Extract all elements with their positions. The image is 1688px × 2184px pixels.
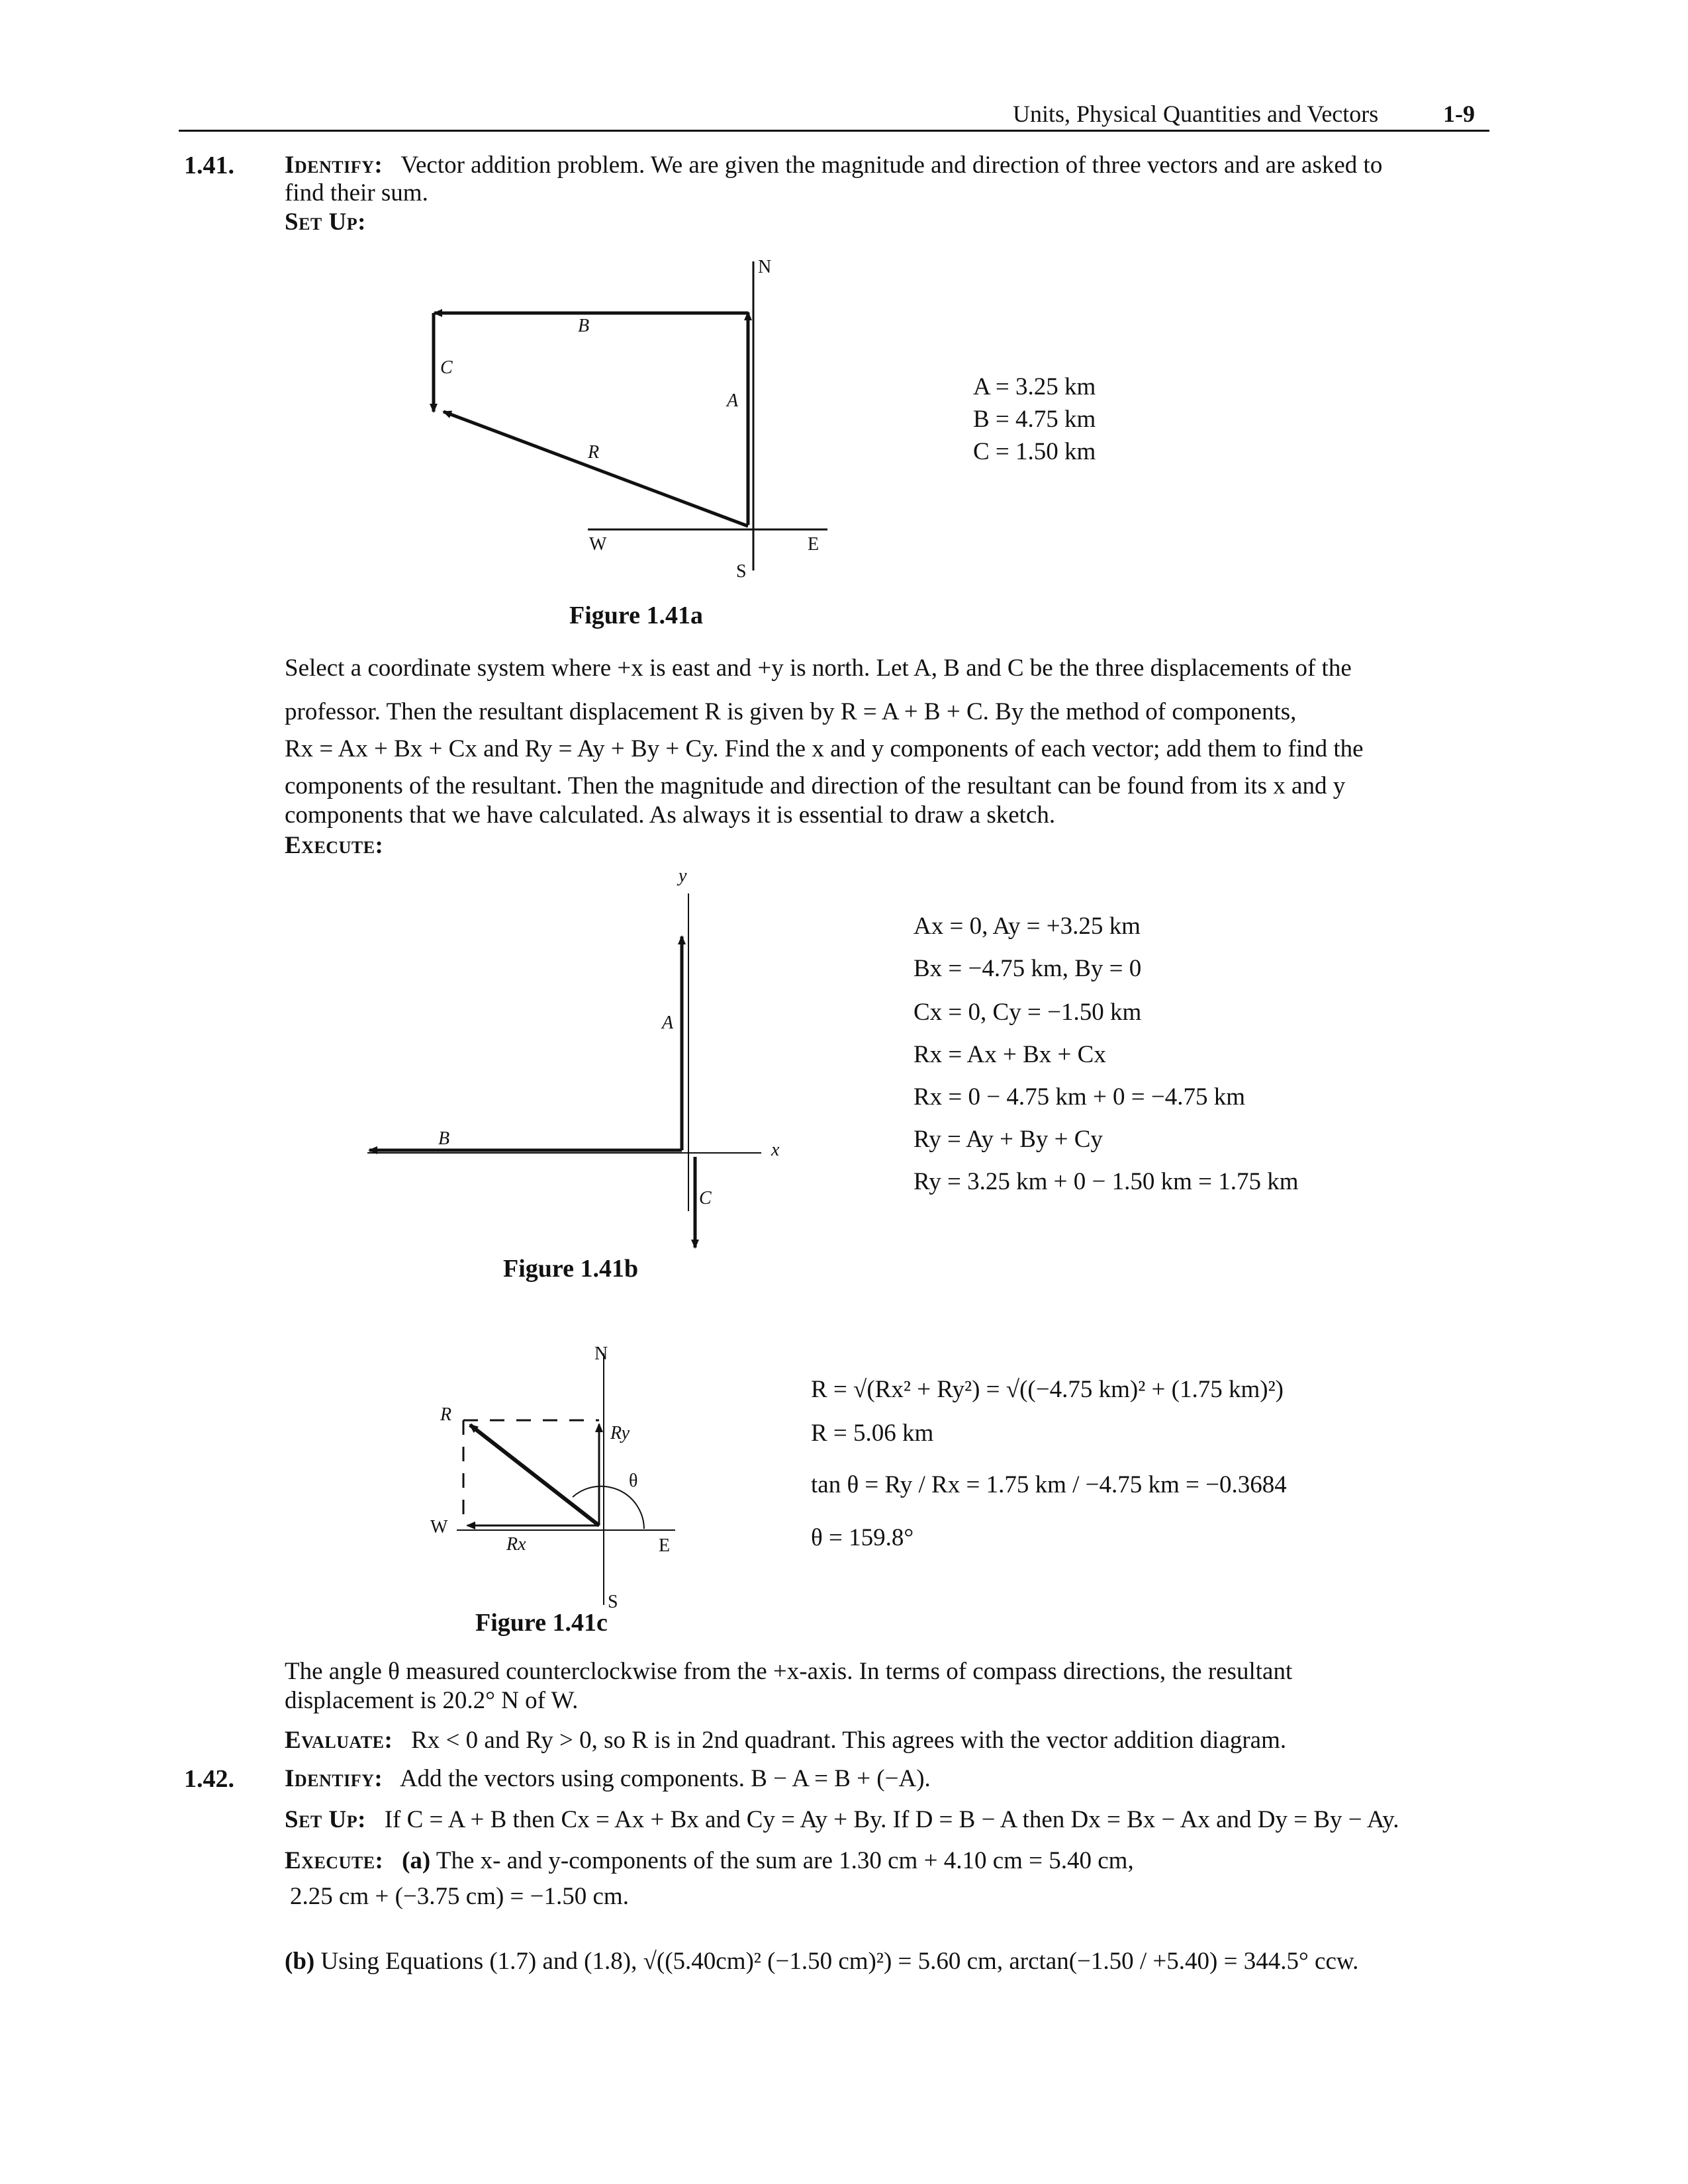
compass-s-a: S	[736, 561, 747, 582]
label-c-b: C	[699, 1188, 712, 1208]
page-number: 1-9	[1443, 101, 1475, 127]
setup-label-142: Set Up:	[285, 1806, 366, 1833]
label-a: A	[727, 390, 739, 411]
part-b-label: (b)	[285, 1948, 315, 1975]
eq-b-4: Rx = Ax + Bx + Cx	[914, 1041, 1106, 1068]
eq-c-rvalue: R = 5.06 km	[811, 1420, 934, 1447]
label-c: C	[440, 357, 453, 378]
execute-line-142	[285, 1846, 1134, 1876]
evaluate-line-141	[285, 1726, 1286, 1755]
para-line-3: Rx = Ax + Bx + Cx and Ry = Ay + By + Cy. Find the x and y components of each vector; add them to find the	[285, 735, 1364, 762]
label-theta-c: θ	[629, 1471, 638, 1491]
evaluate-label: Evaluate:	[285, 1727, 393, 1754]
label-r-c: R	[440, 1404, 452, 1425]
angle-text-1: The angle θ measured counterclockwise from the +x-axis. In terms of compass directions, the resultant	[285, 1658, 1293, 1685]
label-a-b: A	[662, 1013, 674, 1033]
setup-text-142: If C = A + B then Cx = Ax + Bx and Cy = Ay + By. If D = B − A then Dx = Bx − Ax and Dy = By − Ay.	[384, 1806, 1399, 1833]
compass-e-c: E	[659, 1535, 671, 1556]
identify-line-142	[285, 1764, 931, 1794]
running-title: Units, Physical Quantities and Vectors	[1013, 101, 1379, 127]
eq-c-theta: θ = 159.8°	[811, 1524, 914, 1551]
caption-141c: Figure 1.41c	[475, 1609, 608, 1637]
eq-b-1: Ax = 0, Ay = +3.25 km	[914, 913, 1141, 940]
eq-b-2: Bx = −4.75 km, By = 0	[914, 955, 1142, 982]
setup-line-142	[285, 1805, 1399, 1835]
eq-c-rmag: R = √(Rx² + Ry²) = √((−4.75 km)² + (1.75 km)²)	[811, 1376, 1284, 1403]
compass-n-c: N	[594, 1343, 608, 1364]
problem-number-141: 1.41.	[184, 152, 234, 179]
eq-c-tan: tan θ = Ry / Rx = 1.75 km / −4.75 km = −0.3684	[811, 1471, 1287, 1498]
axis-y-label: y	[679, 866, 687, 886]
para-line-5: components that we have calculated. As always it is essential to draw a sketch.	[285, 801, 1056, 829]
eq-b-7: Ry = 3.25 km + 0 − 1.50 km = 1.75 km	[914, 1168, 1299, 1195]
identify-label-142: Identify:	[285, 1765, 383, 1792]
given-c: C = 1.50 km	[973, 438, 1096, 465]
label-b-b: B	[438, 1128, 450, 1149]
given-b: B = 4.75 km	[973, 406, 1096, 433]
vector-r-c	[470, 1425, 599, 1525]
caption-141a: Figure 1.41a	[569, 602, 703, 629]
eq-b-5: Rx = 0 − 4.75 km + 0 = −4.75 km	[914, 1083, 1246, 1111]
para-line-2: professor. Then the resultant displacement R is given by R = A + B + C. By the method of components,	[285, 698, 1297, 725]
execute-label-142: Execute:	[285, 1847, 384, 1874]
execute-label-141: Execute:	[285, 832, 384, 859]
compass-s-c: S	[608, 1592, 618, 1612]
compass-n-a: N	[758, 257, 772, 277]
given-a: A = 3.25 km	[973, 373, 1096, 400]
theta-arc	[573, 1486, 644, 1529]
identify-text-2: find their sum.	[285, 179, 428, 206]
part-a-text-2: 2.25 cm + (−3.75 cm) = −1.50 cm.	[290, 1883, 629, 1910]
part-a-text: The x- and y-components of the sum are 1.30 cm + 4.10 cm = 5.40 cm,	[436, 1847, 1134, 1874]
compass-w-c: W	[430, 1517, 448, 1537]
axis-x-label: x	[771, 1140, 780, 1160]
compass-w-a: W	[589, 534, 607, 555]
eq-b-6: Ry = Ay + By + Cy	[914, 1126, 1103, 1153]
para-line-1: Select a coordinate system where +x is east and +y is north. Let A, B and C be the three displacements of the	[285, 655, 1352, 682]
identify-label: Identify:	[285, 152, 383, 179]
label-r: R	[588, 442, 600, 463]
part-b-text: Using Equations (1.7) and (1.8), √((5.40cm)² (−1.50 cm)²) = 5.60 cm, arctan(−1.50 / +5.40) = 344.5° ccw.	[320, 1948, 1359, 1975]
label-ry-c: Ry	[610, 1423, 630, 1443]
caption-141b: Figure 1.41b	[503, 1255, 639, 1283]
problem-number-142: 1.42.	[184, 1765, 234, 1793]
identify-text: Vector addition problem. We are given the magnitude and direction of three vectors and are asked to	[400, 152, 1383, 179]
identify-text-142: Add the vectors using components. B − A = B + (−A).	[399, 1765, 931, 1792]
label-b: B	[578, 316, 590, 336]
part-b-line	[285, 1947, 1358, 1976]
para-line-4: components of the resultant. Then the magnitude and direction of the resultant can be found from its x and y	[285, 772, 1346, 799]
evaluate-text: Rx < 0 and Ry > 0, so R is in 2nd quadrant. This agrees with the vector addition diagram.	[411, 1727, 1287, 1754]
compass-e-a: E	[808, 534, 820, 555]
label-rx-c: Rx	[506, 1534, 526, 1555]
setup-label-141: Set Up:	[285, 208, 366, 236]
part-a-label: (a)	[402, 1847, 431, 1874]
angle-text-2: displacement is 20.2° N of W.	[285, 1687, 579, 1714]
eq-b-3: Cx = 0, Cy = −1.50 km	[914, 999, 1142, 1026]
